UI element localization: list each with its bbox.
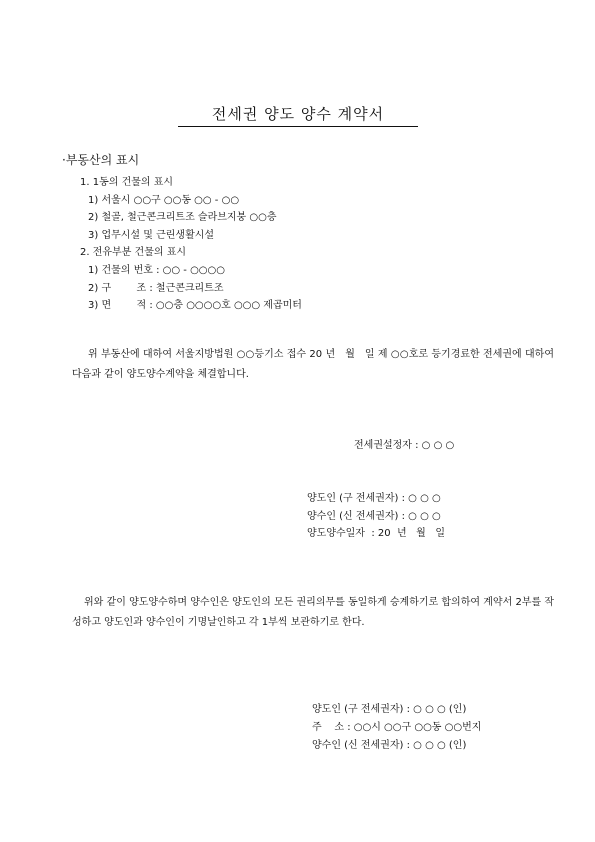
contract-paragraph: 위 부동산에 대하여 서울지방법원 ○○등기소 접수 20 년 월 일 제 ○○호로 등기경료한 전세권에 대하여 다음과 같이 양도양수계약을 체결합니다. bbox=[72, 349, 558, 380]
agreement-paragraph: 위와 같이 양도양수하며 양수인은 양도인의 모든 권리의무를 동일하게 승계하기로 합의하여 계약서 2부를 작성하고 양도인과 양수인이 기명날인하고 각 1부씩 보관하기로 한다. bbox=[72, 597, 554, 628]
unit-item: 1) 건물의 번호 : ○○ - ○○○○ bbox=[88, 265, 225, 276]
section-title: ·부동산의 표시 bbox=[62, 153, 140, 167]
building-item: 3) 업무시설 및 근린생활시설 bbox=[88, 230, 215, 241]
title-underline bbox=[178, 126, 418, 127]
unit-item: 2) 구 조 : 철근콘크리트조 bbox=[88, 283, 224, 294]
transfer-date-line: 양도양수일자 : 20 년 월 일 bbox=[307, 528, 445, 539]
unit-heading: 2. 전유부분 건물의 표시 bbox=[80, 247, 187, 258]
building-item: 2) 철골, 철근콘크리트조 슬라브지붕 ○○층 bbox=[88, 212, 277, 223]
unit-item: 3) 면 적 : ○○층 ○○○○호 ○○○ 제곱미터 bbox=[88, 300, 302, 311]
party-line: 양도인 (구 전세권자) : ○ ○ ○ bbox=[307, 493, 441, 504]
address-line: 주 소 : ○○시 ○○구 ○○동 ○○번지 bbox=[312, 722, 482, 733]
document-title: 전세권 양도 양수 계약서 bbox=[211, 105, 385, 123]
building-item: 1) 서울시 ○○구 ○○동 ○○ - ○○ bbox=[88, 195, 240, 206]
party-line: 양수인 (신 전세권자) : ○ ○ ○ bbox=[307, 511, 441, 522]
building-heading: 1. 1동의 건물의 표시 bbox=[80, 177, 174, 188]
signature-line: 양수인 (신 전세권자) : ○ ○ ○ (인) bbox=[312, 740, 467, 751]
signature-line: 양도인 (구 전세권자) : ○ ○ ○ (인) bbox=[312, 704, 467, 715]
setter-line: 전세권설정자 : ○ ○ ○ bbox=[354, 440, 455, 451]
